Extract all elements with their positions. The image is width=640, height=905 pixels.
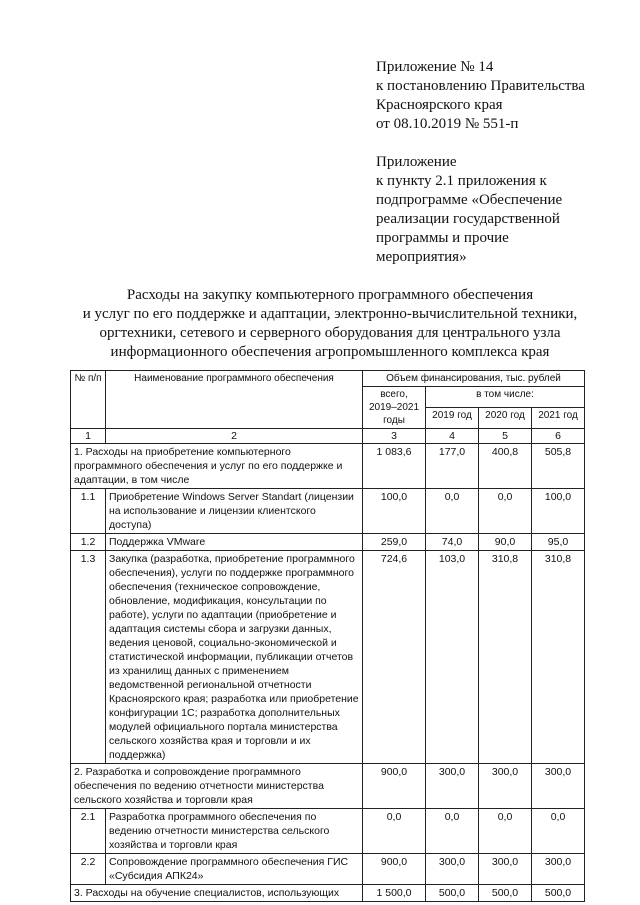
row-2020: 0,0 <box>479 809 532 854</box>
header-including: в том числе: <box>426 387 585 408</box>
row-2019: 300,0 <box>426 854 479 885</box>
table-row <box>71 489 585 534</box>
column-index: 4 <box>426 429 479 444</box>
appendix-line: от 08.10.2019 № 551-п <box>376 116 519 132</box>
column-index: 2 <box>106 429 363 444</box>
row-number: 2.2 <box>71 854 106 885</box>
appendix-line: подпрограмме «Обеспечение <box>376 192 563 208</box>
row-2019: 0,0 <box>426 489 479 534</box>
row-2021: 500,0 <box>532 885 585 902</box>
row-total: 1 083,6 <box>363 444 426 489</box>
column-index: 3 <box>363 429 426 444</box>
row-name: Приобретение Windows Server Standart (лицензии на использование и лицензии клиентского доступа) <box>106 489 363 534</box>
row-total: 100,0 <box>363 489 426 534</box>
row-total: 900,0 <box>363 854 426 885</box>
appendix-line: реализации государственной <box>376 211 560 227</box>
table-section-row <box>71 764 585 809</box>
table-row <box>71 551 585 764</box>
appendix-line: программы и прочие <box>376 230 509 246</box>
table-section-row <box>71 885 585 902</box>
header-name: Наименование программного обеспечения <box>106 371 363 429</box>
row-2021: 310,8 <box>532 551 585 764</box>
table-section-row <box>71 444 585 489</box>
row-2019: 300,0 <box>426 764 479 809</box>
row-total: 259,0 <box>363 534 426 551</box>
row-2019: 74,0 <box>426 534 479 551</box>
appendix-line: Приложение <box>376 154 457 170</box>
appendix-line: Красноярского края <box>376 97 503 113</box>
table-row <box>71 534 585 551</box>
row-2021: 300,0 <box>532 854 585 885</box>
row-number: 1.1 <box>71 489 106 534</box>
header-funding: Объем финансирования, тыс. рублей <box>363 371 585 387</box>
row-total: 724,6 <box>363 551 426 764</box>
row-2019: 177,0 <box>426 444 479 489</box>
row-2020: 400,8 <box>479 444 532 489</box>
row-2021: 300,0 <box>532 764 585 809</box>
header-num: № п/п <box>71 371 106 429</box>
column-index: 5 <box>479 429 532 444</box>
appendix-line: Приложение № 14 <box>376 59 494 75</box>
row-name: 3. Расходы на обучение специалистов, использующих <box>71 885 363 902</box>
appendix-line: к постановлению Правительства <box>376 78 585 94</box>
row-total: 900,0 <box>363 764 426 809</box>
row-2020: 300,0 <box>479 764 532 809</box>
row-2019: 103,0 <box>426 551 479 764</box>
row-number: 1.2 <box>71 534 106 551</box>
row-name: 1. Расходы на приобретение компьютерного программного обеспечения и услуг по его поддержке и адаптации, в том числе <box>71 444 363 489</box>
row-2021: 0,0 <box>532 809 585 854</box>
row-2021: 95,0 <box>532 534 585 551</box>
row-2021: 505,8 <box>532 444 585 489</box>
document-title <box>40 286 620 362</box>
row-name: 2. Разработка и сопровождение программного обеспечения по ведению отчетности министерства сельского хозяйства и торговли края <box>71 764 363 809</box>
row-2020: 90,0 <box>479 534 532 551</box>
column-index: 6 <box>532 429 585 444</box>
row-name: Закупка (разработка, приобретение программного обеспечения), услуги по поддержке программного обеспечения (техническое сопровождение, обновление, модификация, консультации по работе), услуги по адаптации (приобретение и адаптация системы сбора и загрузки данных, ведения ценовой, социально-экономической и статистической информации, публикации отчетов из хранилищ данных с применением ведомственной региональной отчетности Красноярского края; разработка или приобретение конфигурации 1С; разработка дополнительных модулей официального портала министерства сельского хозяйства края и торговли и их поддержка) <box>106 551 363 764</box>
title-line: и услуг по его поддержке и адаптации, электронно-вычислительной техники, <box>82 306 578 322</box>
row-2020: 300,0 <box>479 854 532 885</box>
row-name: Поддержка VMware <box>106 534 363 551</box>
row-total: 0,0 <box>363 809 426 854</box>
row-number: 1.3 <box>71 551 106 764</box>
row-total: 1 500,0 <box>363 885 426 902</box>
appendix-line: мероприятия» <box>376 249 467 265</box>
row-2020: 0,0 <box>479 489 532 534</box>
row-2020: 500,0 <box>479 885 532 902</box>
header-2020: 2020 год <box>479 408 532 429</box>
appendix-block <box>376 58 626 267</box>
appendix-line: к пункту 2.1 приложения к <box>376 173 547 189</box>
title-line: оргтехники, сетевого и серверного оборудования для центрального узла <box>99 325 561 341</box>
row-2019: 500,0 <box>426 885 479 902</box>
header-total: всего, 2019–2021 годы <box>363 387 426 429</box>
row-name: Сопровождение программного обеспечения ГИС «Субсидия АПК24» <box>106 854 363 885</box>
row-2019: 0,0 <box>426 809 479 854</box>
expenses-table <box>70 370 585 902</box>
header-2021: 2021 год <box>532 408 585 429</box>
row-2021: 100,0 <box>532 489 585 534</box>
row-number: 2.1 <box>71 809 106 854</box>
row-name: Разработка программного обеспечения по ведению отчетности министерства сельского хозяйства и торговли края <box>106 809 363 854</box>
column-index-row <box>71 429 585 444</box>
title-line: информационного обеспечения агропромышленного комплекса края <box>110 344 550 360</box>
table-row <box>71 854 585 885</box>
title-line: Расходы на закупку компьютерного программного обеспечения <box>126 287 534 303</box>
table-header-row <box>71 371 585 387</box>
row-2020: 310,8 <box>479 551 532 764</box>
table-row <box>71 809 585 854</box>
header-2019: 2019 год <box>426 408 479 429</box>
column-index: 1 <box>71 429 106 444</box>
